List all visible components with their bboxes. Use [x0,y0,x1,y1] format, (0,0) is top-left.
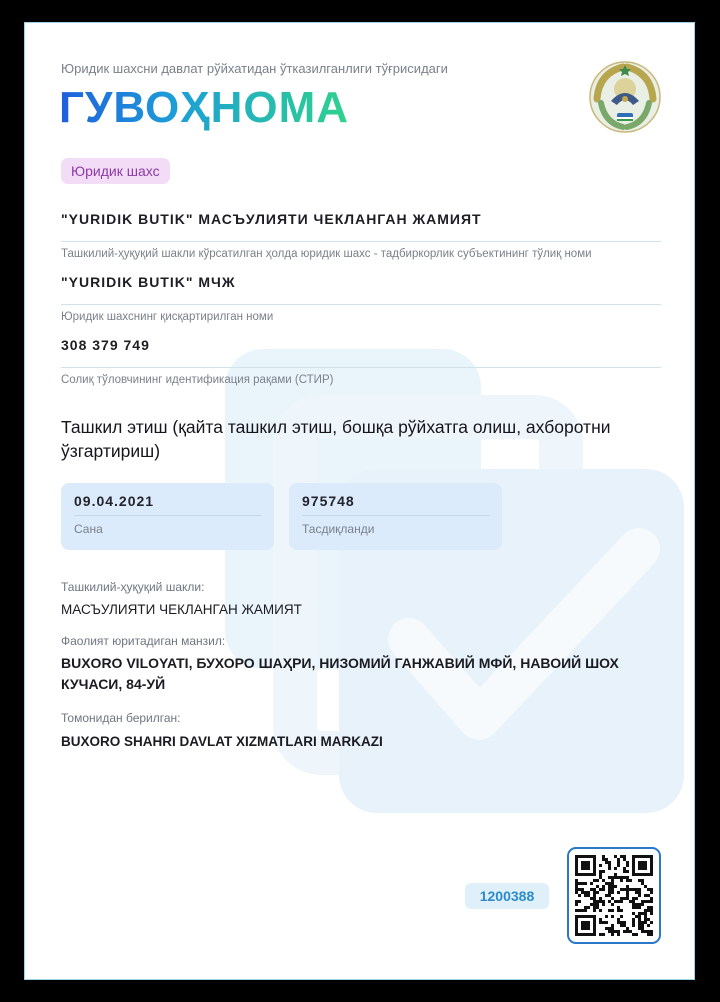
document-subtitle: Юридик шахсни давлат рўйхатидан ўтказилганлиги тўғрисидаги [61,61,448,76]
legal-form-value: МАСЪУЛИЯТИ ЧЕКЛАНГАН ЖАМИЯТ [61,602,302,617]
short-name-caption: Юридик шахснинг қисқартирилган номи [61,311,274,323]
issued-by-label: Томонидан берилган: [61,711,181,725]
full-name-value: "YURIDIK BUTIK" МАСЪУЛИЯТИ ЧЕКЛАНГАН ЖАМИЯТ [61,211,482,227]
tin-field [61,337,661,386]
approval-number-value: 975748 [302,493,355,509]
issued-by-value: BUXORO SHAHRI DAVLAT XIZMATLARI MARKAZI [61,734,383,749]
approval-number-card [289,483,502,550]
divider [61,367,661,368]
certificate-sheet [24,22,695,980]
divider [302,515,489,516]
full-name-field [61,211,661,260]
divider [74,515,261,516]
full-name-caption: Ташкилий-ҳуқуқий шакли кўрсатилган ҳолда юридик шахс - тадбиркорлик субъектининг тўлиқ номи [61,248,592,260]
date-caption: Сана [74,522,103,536]
divider [61,304,661,305]
qr-code-icon [575,855,653,936]
tin-value: 308 379 749 [61,337,150,353]
date-card [61,483,274,550]
document-title: ГУВОҲНОМА [59,83,349,132]
legal-form-label: Ташкилий-ҳуқуқий шакли: [61,580,205,594]
short-name-field [61,274,661,323]
tin-caption: Солиқ тўловчининг идентификация рақами (СТИР) [61,374,334,386]
qr-code[interactable] [567,847,661,944]
address-value: BUXORO VILOYATI, БУХОРО ШАҲРИ, НИЗОМИЙ ГАНЖАВИЙ МФЙ, НАВОИЙ ШОХ КУЧАСИ, 84-УЙ [61,655,619,692]
date-value: 09.04.2021 [74,493,155,509]
state-emblem-icon [587,59,663,135]
approval-number-caption: Тасдиқланди [302,522,375,536]
entity-type-badge: Юридик шахс [61,158,170,184]
short-name-value: "YURIDIK BUTIK" МЧЖ [61,274,236,290]
registration-number: 1200388 [465,883,549,909]
registration-section-heading: Ташкил этиш (қайта ташкил этиш, бошқа рўйхатга олиш, ахборотни ўзгартириш) [61,417,611,461]
divider [61,241,661,242]
address-label: Фаолият юритадиган манзил: [61,634,226,648]
